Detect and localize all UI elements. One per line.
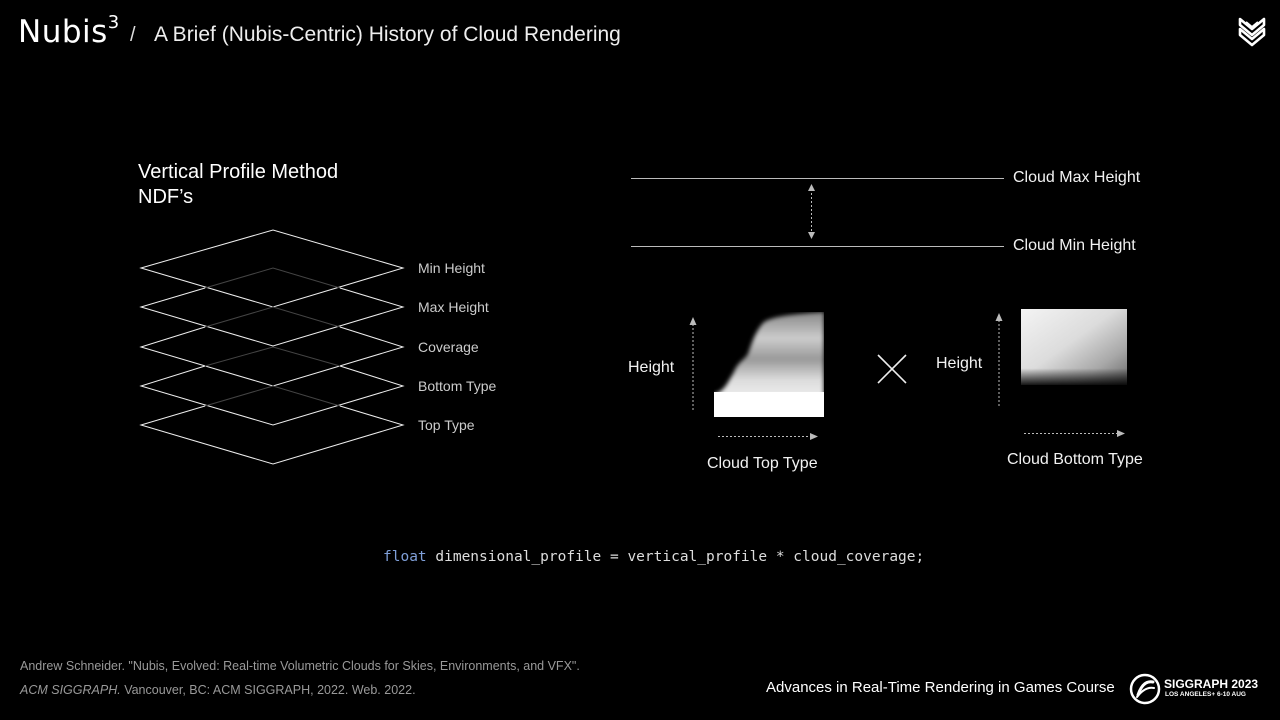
layer-label-max-height: Max Height [418,299,489,315]
method-heading [138,160,338,210]
brand-title [18,14,120,50]
slide-title: A Brief (Nubis-Centric) History of Cloud Rendering [154,23,621,46]
ndf-layer-stack [130,220,420,480]
code-expression: dimensional_profile = vertical_profile * cloud_coverage; [426,549,925,565]
cloud-max-height-label: Cloud Max Height [1013,169,1141,186]
cloud-min-height-label: Cloud Min Height [1013,237,1136,254]
bottom-height-arrow-icon [993,310,1005,410]
method-heading-line1: Vertical Profile Method [138,161,339,183]
layer-label-coverage: Coverage [418,339,479,355]
height-range-diagram [625,170,1010,255]
bottom-type-arrow-icon [1022,428,1128,440]
cloud-top-type-texture [714,312,824,417]
method-heading-line2: NDF’s [138,186,194,208]
title-separator: / [130,24,136,46]
reference-line-1: Andrew Schneider. "Nubis, Evolved: Real-time Volumetric Clouds for Skies, Environments, and VFX". [20,659,580,673]
brand-name: Nubis [18,14,108,50]
code-snippet [383,549,924,565]
code-keyword: float [383,549,427,565]
bottom-texture-height-label: Height [936,355,983,372]
reference-venue: ACM SIGGRAPH. [20,683,121,697]
course-name: Advances in Real-Time Rendering in Games Course [766,679,1115,696]
cloud-top-type-caption: Cloud Top Type [707,455,818,472]
conference-location-dates: LOS ANGELES+ 6-10 AUG [1165,691,1246,698]
siggraph-logo-icon [1129,673,1161,705]
reference-line-2 [20,683,416,697]
brand-superscript: 3 [107,12,120,33]
conference-name: SIGGRAPH 2023 [1164,677,1259,691]
layer-label-bottom-type: Bottom Type [418,378,497,394]
top-texture-height-label: Height [628,359,675,376]
studio-logo-icon [1238,16,1266,53]
top-height-arrow-icon [687,314,699,414]
reference-details: Vancouver, BC: ACM SIGGRAPH, 2022. Web. 2022. [120,683,416,697]
cloud-bottom-type-caption: Cloud Bottom Type [1007,451,1143,468]
layer-label-top-type: Top Type [418,417,475,433]
cloud-bottom-type-texture [1021,309,1127,385]
multiply-icon [874,351,910,387]
top-type-arrow-icon [716,431,821,443]
layer-label-min-height: Min Height [418,260,485,276]
